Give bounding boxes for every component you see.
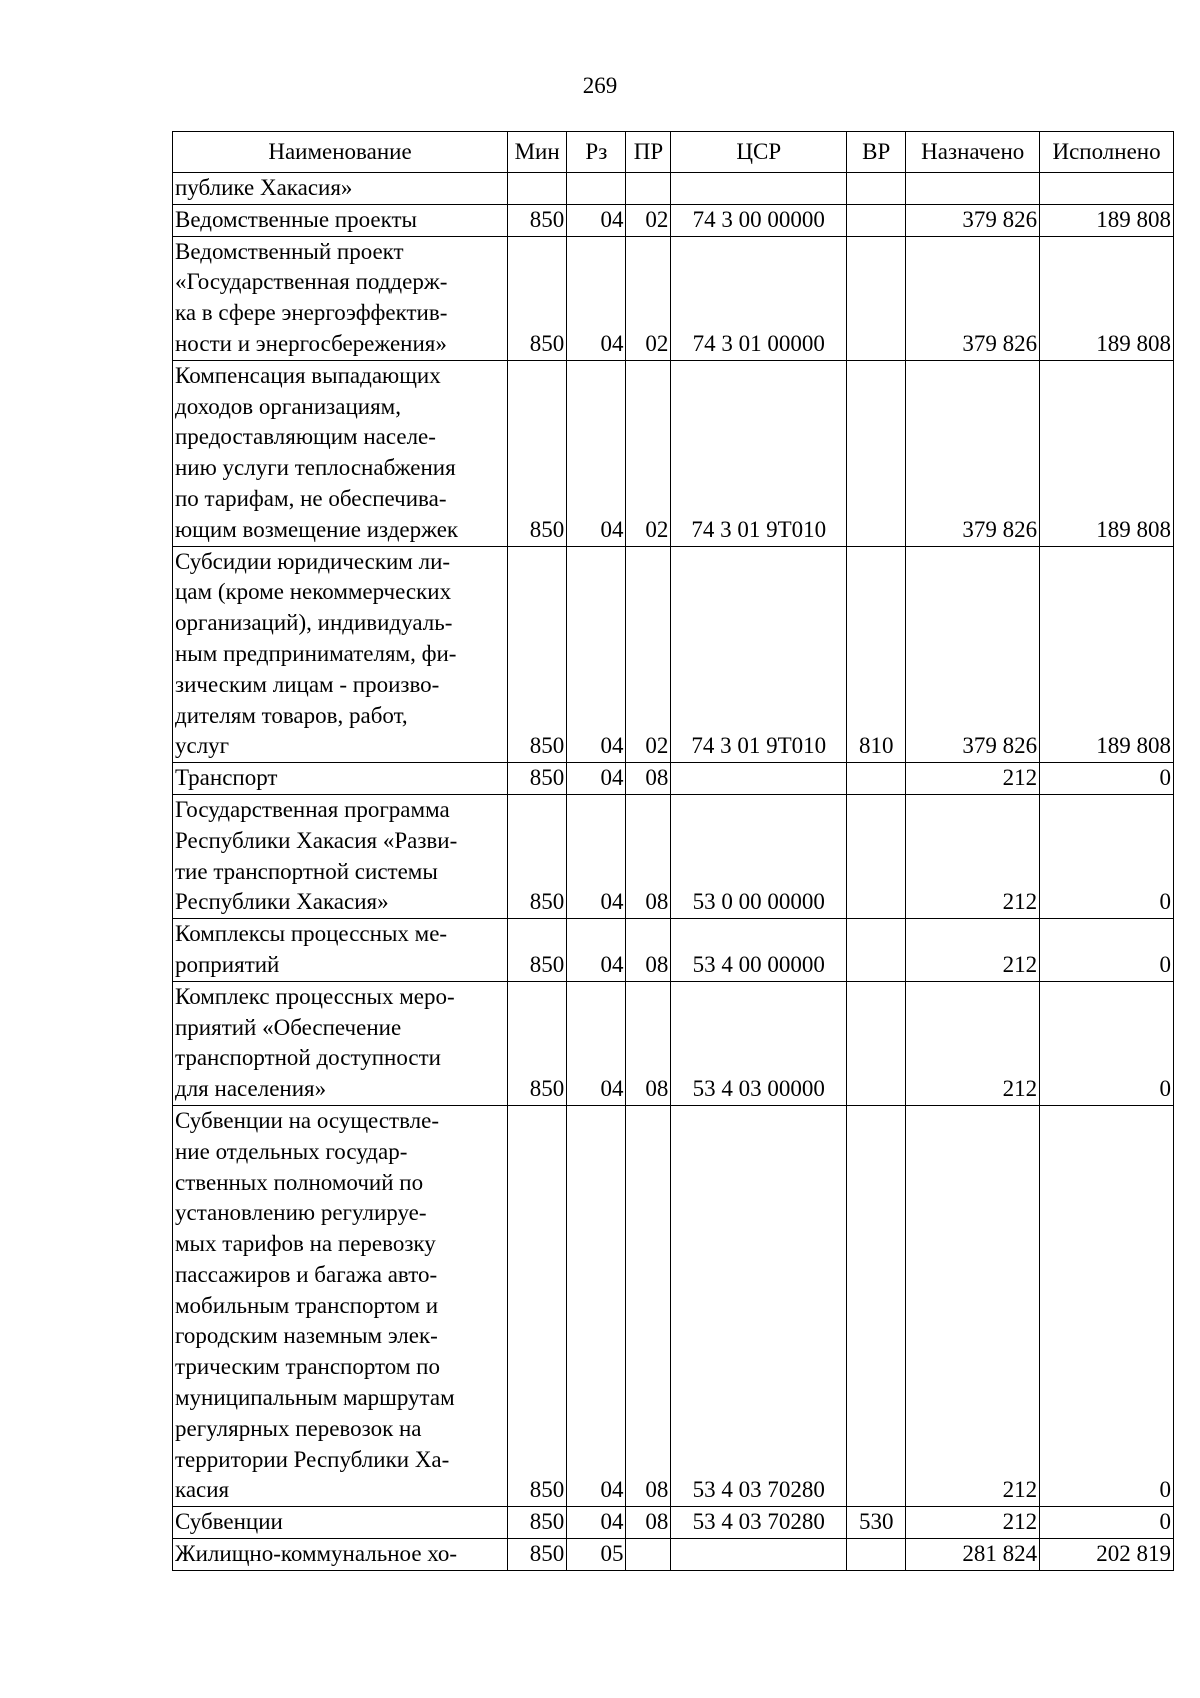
row-rz: 04 — [567, 981, 626, 1105]
row-name-line: ным предпринимателям, фи- — [175, 640, 457, 666]
row-rz: 04 — [567, 794, 626, 918]
row-name-line: Комплекс процессных меро- — [175, 983, 455, 1009]
row-assigned: 379 826 — [906, 360, 1040, 546]
row-name-line: муниципальным маршрутам — [175, 1385, 455, 1411]
row-name-line: Государственная программа — [175, 796, 450, 822]
row-assigned: 379 826 — [906, 236, 1040, 360]
row-pr: 02 — [626, 546, 671, 763]
row-csr: 74 3 00 00000 — [671, 204, 847, 236]
row-pr: 08 — [626, 1507, 671, 1539]
row-name — [173, 1539, 508, 1571]
budget-table — [172, 131, 1174, 1571]
row-name-line: Субвенции на осуществле- — [175, 1107, 439, 1133]
header-assigned: Назначено — [906, 132, 1040, 173]
row-pr — [626, 1539, 671, 1571]
table-body — [173, 173, 1174, 1571]
row-pr: 08 — [626, 1105, 671, 1506]
row-name — [173, 236, 508, 360]
row-name-line: ка в сфере энергоэффектив- — [175, 300, 448, 326]
row-rz: 04 — [567, 763, 626, 795]
row-assigned: 212 — [906, 919, 1040, 982]
row-name-line: организаций), индивидуаль- — [175, 610, 453, 636]
row-name-line: Ведомственные проекты — [175, 206, 417, 232]
row-vr — [847, 360, 906, 546]
row-rz: 04 — [567, 204, 626, 236]
row-pr: 08 — [626, 919, 671, 982]
row-name-line: по тарифам, не обеспечива- — [175, 485, 447, 511]
row-csr: 53 4 00 00000 — [671, 919, 847, 982]
row-csr: 53 4 03 70280 — [671, 1507, 847, 1539]
row-vr: 810 — [847, 546, 906, 763]
row-name — [173, 1507, 508, 1539]
row-rz: 04 — [567, 360, 626, 546]
row-assigned: 212 — [906, 1507, 1040, 1539]
row-name-line: Жилищно-коммунальное хо- — [175, 1541, 458, 1567]
row-executed: 0 — [1040, 763, 1174, 795]
row-executed: 0 — [1040, 1105, 1174, 1506]
row-name-line: зическим лицам - произво- — [175, 671, 440, 697]
table-row — [173, 1539, 1174, 1571]
row-min: 850 — [508, 360, 567, 546]
row-name-line: нию услуги теплоснабжения — [175, 455, 456, 481]
row-name-line: приятий «Обеспечение — [175, 1014, 402, 1040]
row-pr — [626, 173, 671, 205]
row-min: 850 — [508, 919, 567, 982]
header-pr: ПР — [626, 132, 671, 173]
row-pr: 08 — [626, 981, 671, 1105]
row-csr — [671, 1539, 847, 1571]
row-name-line: Комплексы процессных ме- — [175, 921, 448, 947]
row-name-line: регулярных перевозок на — [175, 1415, 422, 1441]
row-name-line: Компенсация выпадающих — [175, 362, 441, 388]
table-row — [173, 204, 1174, 236]
row-name-line: установлению регулируе- — [175, 1200, 427, 1226]
row-name — [173, 173, 508, 205]
row-vr — [847, 763, 906, 795]
row-name — [173, 981, 508, 1105]
row-min: 850 — [508, 236, 567, 360]
table-row — [173, 763, 1174, 795]
row-executed: 202 819 — [1040, 1539, 1174, 1571]
row-name — [173, 546, 508, 763]
table-row — [173, 173, 1174, 205]
header-executed: Исполнено — [1040, 132, 1174, 173]
row-csr: 53 4 03 00000 — [671, 981, 847, 1105]
row-name-line: доходов организациям, — [175, 393, 401, 419]
row-min: 850 — [508, 763, 567, 795]
row-min: 850 — [508, 204, 567, 236]
row-pr: 02 — [626, 236, 671, 360]
row-assigned: 379 826 — [906, 204, 1040, 236]
row-executed: 189 808 — [1040, 546, 1174, 763]
row-name-line: для населения» — [175, 1076, 327, 1102]
row-name — [173, 1105, 508, 1506]
row-rz — [567, 173, 626, 205]
row-assigned: 281 824 — [906, 1539, 1040, 1571]
row-name-line: пассажиров и багажа авто- — [175, 1261, 438, 1287]
table-row — [173, 981, 1174, 1105]
row-executed: 0 — [1040, 1507, 1174, 1539]
row-name-line: роприятий — [175, 951, 280, 977]
row-pr: 08 — [626, 763, 671, 795]
row-rz: 04 — [567, 1507, 626, 1539]
row-csr: 74 3 01 9Т010 — [671, 360, 847, 546]
row-vr — [847, 1539, 906, 1571]
row-assigned: 379 826 — [906, 546, 1040, 763]
table-row — [173, 1507, 1174, 1539]
row-assigned — [906, 173, 1040, 205]
row-rz: 04 — [567, 546, 626, 763]
row-name — [173, 204, 508, 236]
header-row — [173, 132, 1174, 173]
row-name-line: территории Республики Ха- — [175, 1446, 450, 1472]
row-min: 850 — [508, 1105, 567, 1506]
row-assigned: 212 — [906, 794, 1040, 918]
row-csr — [671, 763, 847, 795]
row-name-line: Субсидии юридическим ли- — [175, 548, 451, 574]
row-name-line: ющим возмещение издержек — [175, 516, 459, 542]
row-vr — [847, 919, 906, 982]
row-name-line: Республики Хакасия «Разви- — [175, 827, 458, 853]
row-name — [173, 360, 508, 546]
row-name-line: тие транспортной системы — [175, 858, 438, 884]
row-name-line: касия — [175, 1477, 230, 1503]
row-assigned: 212 — [906, 981, 1040, 1105]
row-vr — [847, 236, 906, 360]
header-min: Мин — [508, 132, 567, 173]
row-vr — [847, 981, 906, 1105]
row-min: 850 — [508, 1539, 567, 1571]
header-vr: ВР — [847, 132, 906, 173]
row-name-line: Субвенции — [175, 1509, 283, 1535]
row-min: 850 — [508, 794, 567, 918]
row-vr — [847, 794, 906, 918]
row-executed: 189 808 — [1040, 360, 1174, 546]
row-name-line: мых тарифов на перевозку — [175, 1231, 436, 1257]
row-rz: 04 — [567, 1105, 626, 1506]
row-name-line: трическим транспортом по — [175, 1354, 440, 1380]
row-name-line: мобильным транспортом и — [175, 1292, 439, 1318]
row-name-line: предоставляющим населе- — [175, 424, 436, 450]
row-vr: 530 — [847, 1507, 906, 1539]
table-row — [173, 794, 1174, 918]
row-vr — [847, 204, 906, 236]
row-name-line: транспортной доступности — [175, 1045, 441, 1071]
row-executed: 189 808 — [1040, 236, 1174, 360]
row-executed: 0 — [1040, 794, 1174, 918]
row-csr: 74 3 01 00000 — [671, 236, 847, 360]
row-pr: 02 — [626, 204, 671, 236]
header-name: Наименование — [173, 132, 508, 173]
row-name — [173, 919, 508, 982]
row-name — [173, 763, 508, 795]
row-name-line: публике Хакасия» — [175, 175, 353, 200]
row-name-line: дителям товаров, работ, — [175, 702, 408, 728]
row-rz: 04 — [567, 919, 626, 982]
row-vr — [847, 1105, 906, 1506]
table-row — [173, 919, 1174, 982]
row-name-line: городским наземным элек- — [175, 1323, 438, 1349]
table-row — [173, 360, 1174, 546]
row-name-line: ственных полномочий по — [175, 1169, 424, 1195]
table-row — [173, 546, 1174, 763]
row-name-line: цам (кроме некоммерческих — [175, 579, 452, 605]
row-executed — [1040, 173, 1174, 205]
row-name-line: ние отдельных государ- — [175, 1138, 408, 1164]
row-executed: 0 — [1040, 981, 1174, 1105]
row-rz: 04 — [567, 236, 626, 360]
row-name-line: Республики Хакасия» — [175, 889, 389, 915]
table-row — [173, 1105, 1174, 1506]
row-name-line: Ведомственный проект — [175, 238, 404, 264]
row-csr: 53 0 00 00000 — [671, 794, 847, 918]
row-pr: 08 — [626, 794, 671, 918]
header-rz: Рз — [567, 132, 626, 173]
row-rz: 05 — [567, 1539, 626, 1571]
row-executed: 189 808 — [1040, 204, 1174, 236]
row-min: 850 — [508, 981, 567, 1105]
row-assigned: 212 — [906, 1105, 1040, 1506]
row-csr: 53 4 03 70280 — [671, 1105, 847, 1506]
row-name-line: Транспорт — [175, 765, 278, 791]
row-name-line: ности и энергосбережения» — [175, 330, 447, 356]
row-name-line: услуг — [175, 733, 230, 759]
row-assigned: 212 — [906, 763, 1040, 795]
row-vr — [847, 173, 906, 205]
row-name — [173, 794, 508, 918]
row-csr: 74 3 01 9Т010 — [671, 546, 847, 763]
row-min — [508, 173, 567, 205]
row-pr: 02 — [626, 360, 671, 546]
row-name-line: «Государственная поддерж- — [175, 269, 448, 295]
header-csr: ЦСР — [671, 132, 847, 173]
row-min: 850 — [508, 1507, 567, 1539]
page-number: 269 — [582, 73, 618, 98]
row-executed: 0 — [1040, 919, 1174, 982]
row-csr — [671, 173, 847, 205]
table-row — [173, 236, 1174, 360]
row-min: 850 — [508, 546, 567, 763]
